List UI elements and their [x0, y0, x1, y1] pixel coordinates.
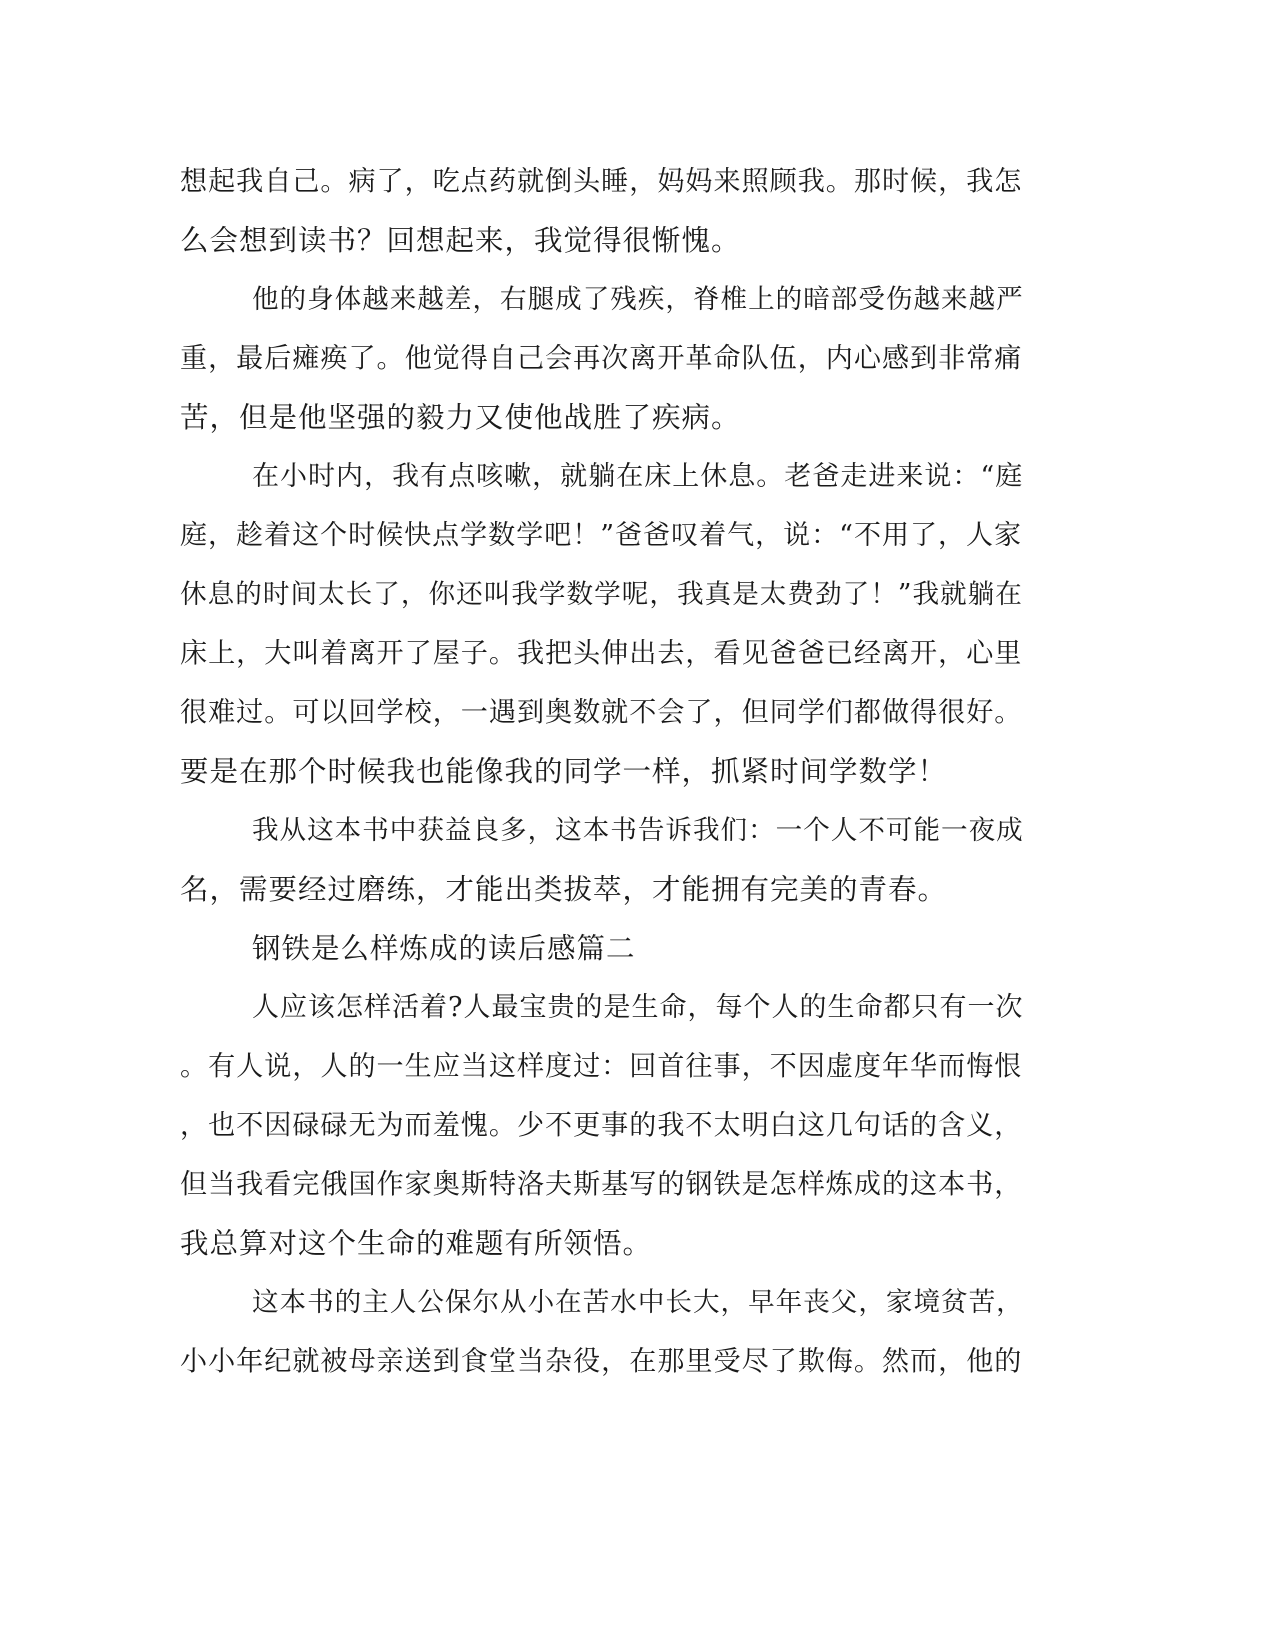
section-heading: 钢铁是么样炼成的读后感篇二 [252, 932, 636, 965]
text-line: 重，最后瘫痪了。他觉得自己会再次离开革命队伍，内心感到非常痛 [180, 343, 1023, 374]
text-line: ，也不因碌碌无为而羞愧。少不更事的我不太明白这几句话的含义， [180, 1110, 1023, 1141]
text-line: 在小时内，我有点咳嗽，就躺在床上休息。老爸走进来说：“庭 [252, 461, 1024, 492]
text-line: 休息的时间太长了，你还叫我学数学呢，我真是太费劲了！”我就躺在 [180, 579, 1023, 610]
text-line: 他的身体越来越差，右腿成了残疾，脊椎上的暗部受伤越来越严 [252, 284, 1024, 315]
text-line: 我从这本书中获益良多，这本书告诉我们：一个人不可能一夜成 [252, 815, 1024, 846]
text-line: 很难过。可以回学校，一遇到奥数就不会了，但同学们都做得很好。 [180, 697, 1023, 728]
text-line: 想起我自己。病了，吃点药就倒头睡，妈妈来照顾我。那时候，我怎 [180, 166, 1023, 197]
text-line: 我总算对这个生命的难题有所领悟。 [180, 1227, 653, 1260]
text-line: 。有人说，人的一生应当这样度过：回首往事，不因虚度年华而悔恨 [180, 1051, 1023, 1082]
text-line: 床上，大叫着离开了屋子。我把头伸出去，看见爸爸已经离开，心里 [180, 638, 1023, 669]
text-line: 要是在那个时候我也能像我的同学一样，抓紧时间学数学！ [180, 755, 948, 788]
text-line: 小小年纪就被母亲送到食堂当杂役，在那里受尽了欺侮。然而，他的 [180, 1346, 1023, 1377]
body-text [180, 152, 1030, 1391]
text-line: 名，需要经过磨练，才能出类拔萃，才能拥有完美的青春。 [180, 873, 948, 906]
text-line: 但当我看完俄国作家奥斯特洛夫斯基写的钢铁是怎样炼成的这本书， [180, 1169, 1023, 1200]
text-line: 庭，趁着这个时候快点学数学吧！”爸爸叹着气，说：“不用了，人家 [180, 520, 1023, 551]
text-line: 这本书的主人公保尔从小在苦水中长大，早年丧父，家境贫苦， [252, 1287, 1024, 1318]
text-line: 么会想到读书？回想起来，我觉得很惭愧。 [180, 224, 741, 257]
text-line: 苦，但是他坚强的毅力又使他战胜了疾病。 [180, 401, 741, 434]
text-line: 人应该怎样活着?人最宝贵的是生命，每个人的生命都只有一次 [252, 992, 1024, 1023]
